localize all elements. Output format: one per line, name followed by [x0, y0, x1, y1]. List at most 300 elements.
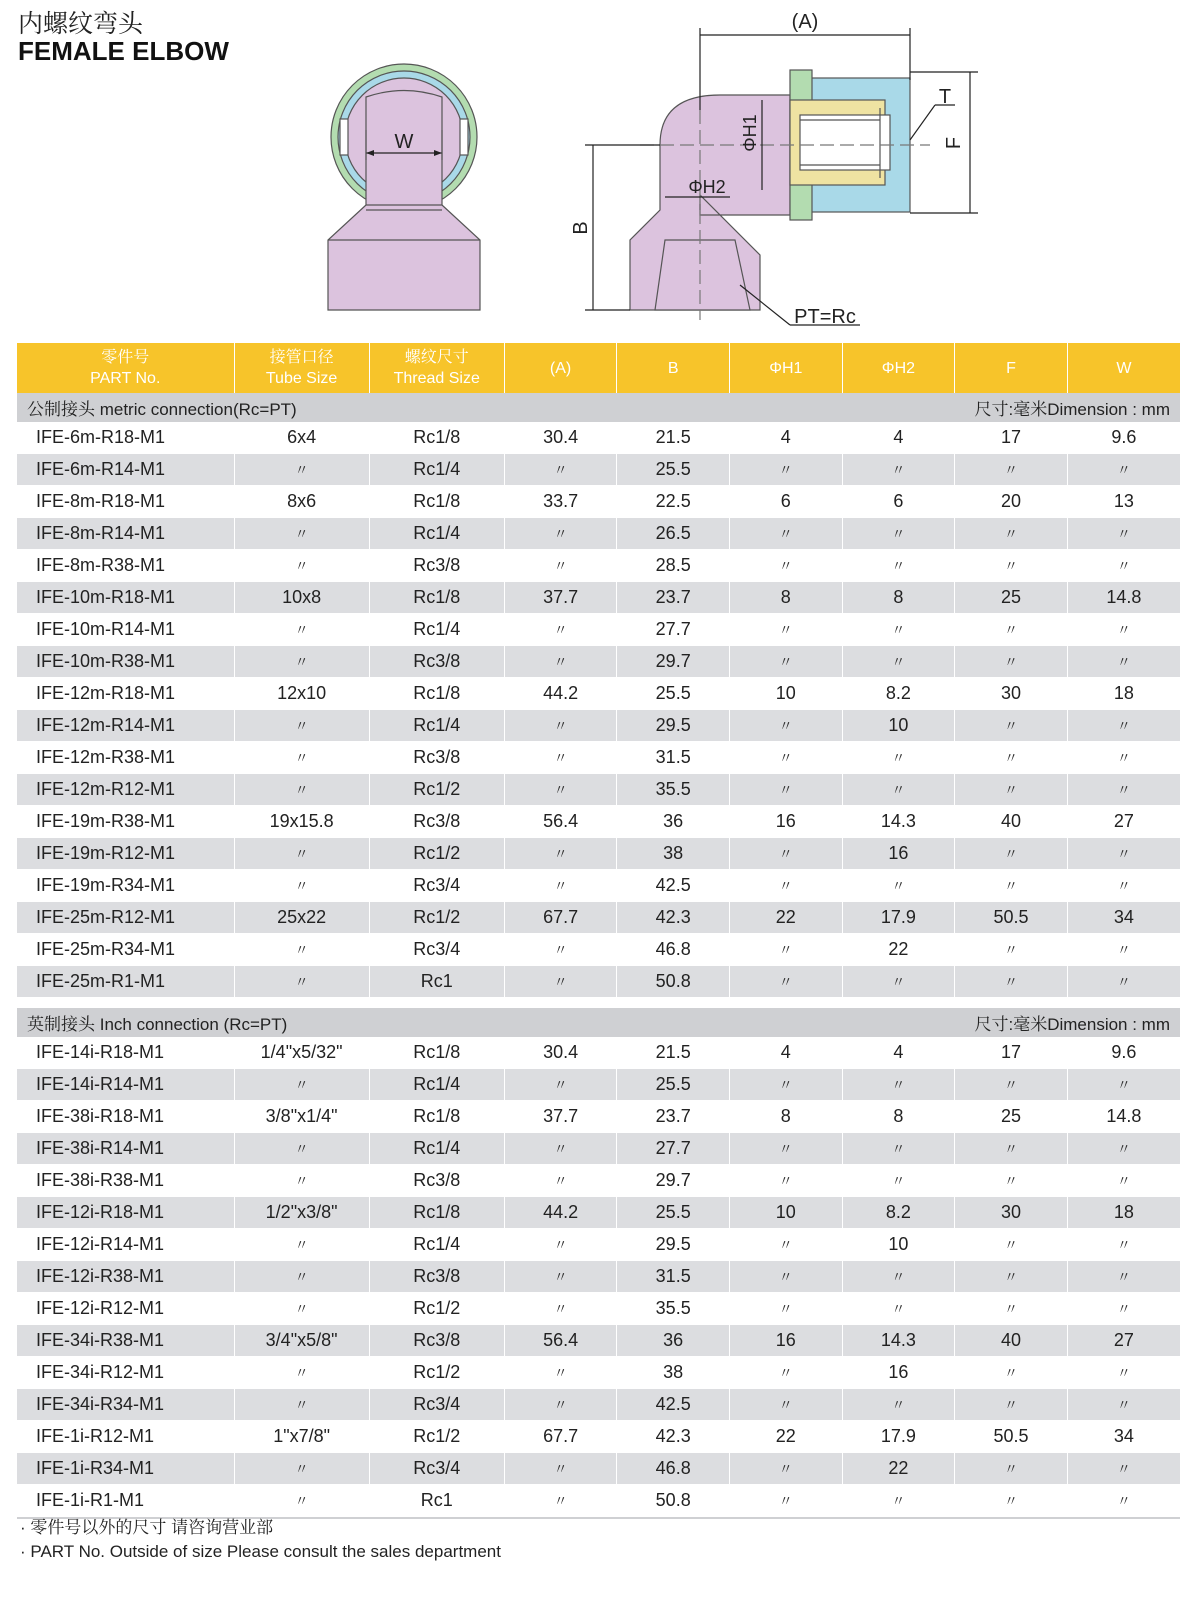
- table-cell: Rc3/4: [369, 934, 504, 966]
- table-cell: Rc1/4: [369, 1133, 504, 1165]
- column-header-en: Thread Size: [393, 370, 480, 387]
- table-cell: 〃: [1067, 550, 1180, 582]
- part-number-cell: IFE-8m-R18-M1: [17, 486, 234, 518]
- table-cell: 4: [842, 422, 955, 454]
- label-h2: ΦH2: [688, 177, 726, 197]
- table-cell: 〃: [234, 614, 369, 646]
- table-row: [17, 1261, 1180, 1293]
- table-cell: 50.8: [617, 1485, 730, 1517]
- table-cell: 37.7: [504, 1101, 617, 1133]
- table-cell: Rc1/8: [369, 678, 504, 710]
- label-f: F: [943, 136, 965, 150]
- table-cell: Rc1/8: [369, 486, 504, 518]
- table-cell: 〃: [504, 1357, 617, 1389]
- table-cell: 〃: [234, 742, 369, 774]
- specification-table: [17, 343, 1180, 1519]
- table-cell: Rc1/2: [369, 838, 504, 870]
- column-header: [617, 343, 730, 393]
- table-cell: 〃: [730, 1165, 843, 1197]
- column-header-en: (A): [549, 359, 572, 377]
- table-cell: 〃: [234, 710, 369, 742]
- table-cell: 〃: [730, 518, 843, 550]
- label-w: W: [394, 131, 414, 153]
- table-cell: Rc3/8: [369, 1261, 504, 1293]
- table-cell: 〃: [730, 710, 843, 742]
- table-cell: Rc1: [369, 1485, 504, 1517]
- footnotes: [20, 1516, 501, 1564]
- table-row: [17, 486, 1180, 518]
- table-cell: 〃: [955, 646, 1068, 678]
- table-cell: 〃: [955, 742, 1068, 774]
- section-header-row: [17, 393, 1180, 422]
- table-row: [17, 454, 1180, 486]
- table-cell: 8x6: [234, 486, 369, 518]
- table-cell: 56.4: [504, 1325, 617, 1357]
- table-cell: 38: [617, 838, 730, 870]
- part-number-cell: IFE-14i-R14-M1: [17, 1069, 234, 1101]
- table-row: [17, 518, 1180, 550]
- table-cell: 〃: [1067, 1293, 1180, 1325]
- table-cell: 〃: [842, 1293, 955, 1325]
- table-cell: 29.7: [617, 1165, 730, 1197]
- table-cell: 〃: [730, 1389, 843, 1421]
- table-row: [17, 1485, 1180, 1517]
- table-row: [17, 646, 1180, 678]
- table-cell: 〃: [1067, 1069, 1180, 1101]
- table-cell: 〃: [1067, 454, 1180, 486]
- part-number-cell: IFE-19m-R12-M1: [17, 838, 234, 870]
- table-cell: 25: [955, 582, 1068, 614]
- column-header-en: W: [1116, 359, 1132, 377]
- table-cell: 27.7: [617, 1133, 730, 1165]
- section-label: 英制接头 Inch connection (Rc=PT): [27, 1015, 288, 1034]
- table-cell: Rc1/4: [369, 518, 504, 550]
- table-row: [17, 1101, 1180, 1133]
- table-row: [17, 1229, 1180, 1261]
- part-number-cell: IFE-12m-R38-M1: [17, 742, 234, 774]
- table-cell: 33.7: [504, 486, 617, 518]
- table-cell: 〃: [842, 1133, 955, 1165]
- column-header: [369, 343, 504, 393]
- table-cell: 〃: [1067, 1261, 1180, 1293]
- table-cell: 〃: [504, 1069, 617, 1101]
- column-header: [234, 343, 369, 393]
- part-number-cell: IFE-10m-R38-M1: [17, 646, 234, 678]
- table-row: [17, 422, 1180, 454]
- table-cell: 22: [842, 1453, 955, 1485]
- table-cell: 〃: [1067, 966, 1180, 998]
- table-cell: 〃: [504, 614, 617, 646]
- table-cell: 〃: [955, 966, 1068, 998]
- table-cell: 〃: [504, 742, 617, 774]
- table-cell: Rc1/4: [369, 1229, 504, 1261]
- table-cell: Rc1: [369, 966, 504, 998]
- table-cell: 〃: [234, 1453, 369, 1485]
- table-cell: 〃: [730, 1485, 843, 1517]
- table-cell: 〃: [730, 774, 843, 806]
- table-row: [17, 742, 1180, 774]
- table-cell: 3/8"x1/4": [234, 1101, 369, 1133]
- table-cell: 10: [730, 1197, 843, 1229]
- table-cell: 〃: [504, 518, 617, 550]
- table-cell: Rc1/8: [369, 582, 504, 614]
- table-cell: 〃: [842, 1261, 955, 1293]
- table-cell: 14.8: [1067, 582, 1180, 614]
- table-cell: 22: [730, 902, 843, 934]
- label-b: B: [570, 221, 592, 235]
- table-cell: 〃: [955, 1293, 1068, 1325]
- table-cell: 25: [955, 1101, 1068, 1133]
- label-pt-rc: PT=Rc: [794, 306, 856, 328]
- table-row: [17, 806, 1180, 838]
- table-cell: 27: [1067, 806, 1180, 838]
- table-cell: 〃: [730, 1229, 843, 1261]
- part-number-cell: IFE-19m-R34-M1: [17, 870, 234, 902]
- table-cell: 〃: [955, 838, 1068, 870]
- table-cell: 〃: [955, 1133, 1068, 1165]
- table-cell: 〃: [1067, 934, 1180, 966]
- table-cell: 〃: [955, 454, 1068, 486]
- table-row: [17, 1421, 1180, 1453]
- table-cell: 〃: [504, 774, 617, 806]
- table-cell: 〃: [842, 1389, 955, 1421]
- table-cell: 23.7: [617, 582, 730, 614]
- table-cell: 30: [955, 1197, 1068, 1229]
- table-cell: 〃: [504, 1485, 617, 1517]
- table-cell: 〃: [504, 1133, 617, 1165]
- part-number-cell: IFE-38i-R38-M1: [17, 1165, 234, 1197]
- table-cell: 〃: [234, 1293, 369, 1325]
- table-cell: Rc1/2: [369, 1293, 504, 1325]
- table-cell: 〃: [234, 454, 369, 486]
- table-cell: 40: [955, 806, 1068, 838]
- table-cell: 10: [842, 1229, 955, 1261]
- table-cell: 〃: [955, 1069, 1068, 1101]
- table-cell: 〃: [1067, 1389, 1180, 1421]
- table-cell: 〃: [234, 1389, 369, 1421]
- column-header-en: F: [1006, 359, 1016, 377]
- table-cell: 〃: [1067, 774, 1180, 806]
- table-cell: 〃: [234, 1261, 369, 1293]
- part-number-cell: IFE-12m-R12-M1: [17, 774, 234, 806]
- table-cell: 37.7: [504, 582, 617, 614]
- table-row: [17, 1325, 1180, 1357]
- table-cell: 〃: [955, 934, 1068, 966]
- table-cell: Rc1/2: [369, 1421, 504, 1453]
- table-cell: 〃: [1067, 1229, 1180, 1261]
- column-header-en: ΦH2: [881, 359, 916, 377]
- table-cell: Rc3/4: [369, 1453, 504, 1485]
- table-cell: 46.8: [617, 1453, 730, 1485]
- section-unit: 尺寸:毫米Dimension : mm: [974, 400, 1170, 419]
- table-cell: 〃: [955, 518, 1068, 550]
- table-cell: 〃: [842, 1485, 955, 1517]
- table-cell: 〃: [1067, 1133, 1180, 1165]
- table-cell: 〃: [730, 1453, 843, 1485]
- table-cell: 3/4"x5/8": [234, 1325, 369, 1357]
- table-cell: 〃: [234, 646, 369, 678]
- table-cell: 25.5: [617, 1197, 730, 1229]
- table-cell: 21.5: [617, 422, 730, 454]
- table-cell: 〃: [1067, 1165, 1180, 1197]
- table-cell: Rc1/2: [369, 774, 504, 806]
- part-number-cell: IFE-34i-R34-M1: [17, 1389, 234, 1421]
- part-number-cell: IFE-10m-R14-M1: [17, 614, 234, 646]
- table-cell: 〃: [1067, 838, 1180, 870]
- table-cell: 〃: [234, 1229, 369, 1261]
- table-row: [17, 1293, 1180, 1325]
- table-cell: 〃: [504, 1261, 617, 1293]
- table-cell: Rc1/2: [369, 902, 504, 934]
- table-cell: 26.5: [617, 518, 730, 550]
- column-header: [842, 343, 955, 393]
- table-cell: 46.8: [617, 934, 730, 966]
- table-cell: 〃: [504, 966, 617, 998]
- table-cell: 〃: [842, 966, 955, 998]
- column-header-en: ΦH1: [769, 359, 803, 377]
- column-header: [730, 343, 843, 393]
- table-cell: 〃: [234, 1357, 369, 1389]
- table-cell: 31.5: [617, 1261, 730, 1293]
- table-row: [17, 1357, 1180, 1389]
- table-cell: 27: [1067, 1325, 1180, 1357]
- table-cell: 6: [842, 486, 955, 518]
- section-header-row: [17, 1008, 1180, 1037]
- part-number-cell: IFE-8m-R14-M1: [17, 518, 234, 550]
- table-cell: 17.9: [842, 902, 955, 934]
- table-cell: 〃: [955, 1229, 1068, 1261]
- table-cell: Rc1/2: [369, 1357, 504, 1389]
- table-cell: Rc1/4: [369, 1069, 504, 1101]
- table-cell: 〃: [955, 1485, 1068, 1517]
- table-cell: 〃: [730, 550, 843, 582]
- table-cell: 〃: [504, 1293, 617, 1325]
- table-cell: 〃: [1067, 870, 1180, 902]
- table-cell: 25.5: [617, 678, 730, 710]
- table-cell: 8: [730, 1101, 843, 1133]
- table-cell: Rc1/4: [369, 614, 504, 646]
- table-cell: 〃: [842, 1165, 955, 1197]
- table-row: [17, 550, 1180, 582]
- table-cell: Rc3/8: [369, 1165, 504, 1197]
- column-header-en: PART No.: [90, 370, 161, 387]
- part-number-cell: IFE-12i-R12-M1: [17, 1293, 234, 1325]
- note-cn: · 零件号以外的尺寸 请咨询营业部: [20, 1518, 274, 1537]
- table-cell: 10x8: [234, 582, 369, 614]
- column-header-en: B: [667, 359, 679, 377]
- table-cell: Rc3/4: [369, 870, 504, 902]
- table-cell: 29.7: [617, 646, 730, 678]
- table-cell: 〃: [955, 870, 1068, 902]
- table-cell: 〃: [1067, 742, 1180, 774]
- table-row: [17, 1069, 1180, 1101]
- table-cell: 14.3: [842, 806, 955, 838]
- table-row: [17, 1165, 1180, 1197]
- table-cell: 18: [1067, 678, 1180, 710]
- title-english: FEMALE ELBOW: [18, 36, 229, 66]
- table-cell: 〃: [730, 614, 843, 646]
- part-number-cell: IFE-6m-R14-M1: [17, 454, 234, 486]
- table-cell: 〃: [1067, 518, 1180, 550]
- table-cell: 40: [955, 1325, 1068, 1357]
- column-header-en: Tube Size: [265, 370, 338, 387]
- table-cell: 30: [955, 678, 1068, 710]
- table-cell: 〃: [234, 518, 369, 550]
- table-cell: 29.5: [617, 1229, 730, 1261]
- table-cell: 20: [955, 486, 1068, 518]
- table-cell: 〃: [1067, 710, 1180, 742]
- table-cell: 〃: [842, 614, 955, 646]
- table-row: [17, 870, 1180, 902]
- part-number-cell: IFE-1i-R34-M1: [17, 1453, 234, 1485]
- table-cell: 〃: [504, 870, 617, 902]
- table-cell: 30.4: [504, 422, 617, 454]
- table-row: [17, 1133, 1180, 1165]
- table-cell: 9.6: [1067, 422, 1180, 454]
- table-cell: Rc3/8: [369, 646, 504, 678]
- table-cell: 〃: [955, 1453, 1068, 1485]
- table-cell: Rc3/8: [369, 742, 504, 774]
- part-number-cell: IFE-12i-R18-M1: [17, 1197, 234, 1229]
- table-row: [17, 710, 1180, 742]
- table-cell: 1/4"x5/32": [234, 1037, 369, 1069]
- side-view: [585, 28, 978, 325]
- table-cell: 〃: [730, 870, 843, 902]
- table-cell: 25x22: [234, 902, 369, 934]
- table-cell: 1"x7/8": [234, 1421, 369, 1453]
- table-cell: 8: [842, 582, 955, 614]
- table-row: [17, 838, 1180, 870]
- table-row: [17, 1197, 1180, 1229]
- table-cell: 6: [730, 486, 843, 518]
- table-cell: 44.2: [504, 1197, 617, 1229]
- table-cell: 17: [955, 422, 1068, 454]
- label-a: (A): [791, 11, 819, 33]
- table-cell: 〃: [504, 1453, 617, 1485]
- part-number-cell: IFE-12m-R14-M1: [17, 710, 234, 742]
- table-cell: 8: [842, 1101, 955, 1133]
- table-cell: Rc1/4: [369, 454, 504, 486]
- table-cell: 〃: [234, 550, 369, 582]
- section-gap: [17, 998, 1180, 1009]
- table-cell: 〃: [234, 1485, 369, 1517]
- table-cell: 〃: [955, 1261, 1068, 1293]
- note-en: · PART No. Outside of size Please consult the sales department: [20, 1542, 501, 1561]
- table-row: [17, 582, 1180, 614]
- label-h1: ΦH1: [740, 114, 760, 152]
- table-cell: 34: [1067, 902, 1180, 934]
- table-cell: 〃: [955, 710, 1068, 742]
- table-cell: 〃: [730, 454, 843, 486]
- table-cell: 〃: [1067, 1453, 1180, 1485]
- table-cell: 29.5: [617, 710, 730, 742]
- table-cell: Rc1/8: [369, 1101, 504, 1133]
- table-cell: 16: [730, 806, 843, 838]
- table-cell: 6x4: [234, 422, 369, 454]
- table-cell: 22: [730, 1421, 843, 1453]
- table-cell: 〃: [730, 1357, 843, 1389]
- table-cell: 〃: [955, 614, 1068, 646]
- part-number-cell: IFE-6m-R18-M1: [17, 422, 234, 454]
- table-cell: 〃: [234, 934, 369, 966]
- column-header-cn: 接管口径: [269, 349, 334, 366]
- table-cell: Rc1/8: [369, 1197, 504, 1229]
- table-cell: 17: [955, 1037, 1068, 1069]
- part-number-cell: IFE-25m-R34-M1: [17, 934, 234, 966]
- part-number-cell: IFE-34i-R38-M1: [17, 1325, 234, 1357]
- front-view: [328, 64, 480, 310]
- table-cell: 56.4: [504, 806, 617, 838]
- table-cell: 21.5: [617, 1037, 730, 1069]
- table-cell: 〃: [1067, 646, 1180, 678]
- table-cell: 27.7: [617, 614, 730, 646]
- section-label: 公制接头 metric connection(Rc=PT): [27, 400, 297, 419]
- table-cell: 31.5: [617, 742, 730, 774]
- part-number-cell: IFE-12m-R18-M1: [17, 678, 234, 710]
- table-cell: 〃: [955, 774, 1068, 806]
- table-cell: 〃: [504, 934, 617, 966]
- table-cell: 〃: [730, 934, 843, 966]
- table-cell: 16: [730, 1325, 843, 1357]
- table-cell: 22.5: [617, 486, 730, 518]
- table-cell: 〃: [955, 1389, 1068, 1421]
- table-cell: 42.5: [617, 870, 730, 902]
- part-number-cell: IFE-1i-R12-M1: [17, 1421, 234, 1453]
- table-cell: 19x15.8: [234, 806, 369, 838]
- table-cell: 12x10: [234, 678, 369, 710]
- table-row: [17, 678, 1180, 710]
- table-cell: 〃: [842, 518, 955, 550]
- label-t: T: [938, 86, 952, 108]
- part-number-cell: IFE-25m-R12-M1: [17, 902, 234, 934]
- table-cell: 10: [730, 678, 843, 710]
- table-cell: 34: [1067, 1421, 1180, 1453]
- table-cell: 50.8: [617, 966, 730, 998]
- table-cell: 〃: [842, 1069, 955, 1101]
- table-cell: 25.5: [617, 454, 730, 486]
- table-cell: 〃: [730, 1261, 843, 1293]
- table-cell: 〃: [730, 1069, 843, 1101]
- table-cell: Rc1/4: [369, 710, 504, 742]
- table-cell: 23.7: [617, 1101, 730, 1133]
- column-header: [504, 343, 617, 393]
- table-cell: 14.3: [842, 1325, 955, 1357]
- part-number-cell: IFE-10m-R18-M1: [17, 582, 234, 614]
- table-cell: 30.4: [504, 1037, 617, 1069]
- table-cell: 13: [1067, 486, 1180, 518]
- table-cell: 〃: [955, 1357, 1068, 1389]
- part-number-cell: IFE-25m-R1-M1: [17, 966, 234, 998]
- table-cell: 4: [730, 1037, 843, 1069]
- section-unit: 尺寸:毫米Dimension : mm: [974, 1015, 1170, 1034]
- table-row: [17, 902, 1180, 934]
- table-cell: 〃: [842, 774, 955, 806]
- table-cell: 〃: [504, 1229, 617, 1261]
- table-cell: 〃: [504, 646, 617, 678]
- table-cell: 〃: [504, 710, 617, 742]
- table-cell: 38: [617, 1357, 730, 1389]
- table-cell: 4: [730, 422, 843, 454]
- column-header-cn: 螺纹尺寸: [404, 349, 469, 366]
- table-cell: 16: [842, 838, 955, 870]
- table-cell: 17.9: [842, 1421, 955, 1453]
- table-cell: 42.5: [617, 1389, 730, 1421]
- table-cell: 36: [617, 806, 730, 838]
- table-cell: 50.5: [955, 902, 1068, 934]
- part-number-cell: IFE-34i-R12-M1: [17, 1357, 234, 1389]
- part-number-cell: IFE-19m-R38-M1: [17, 806, 234, 838]
- table-cell: 〃: [234, 838, 369, 870]
